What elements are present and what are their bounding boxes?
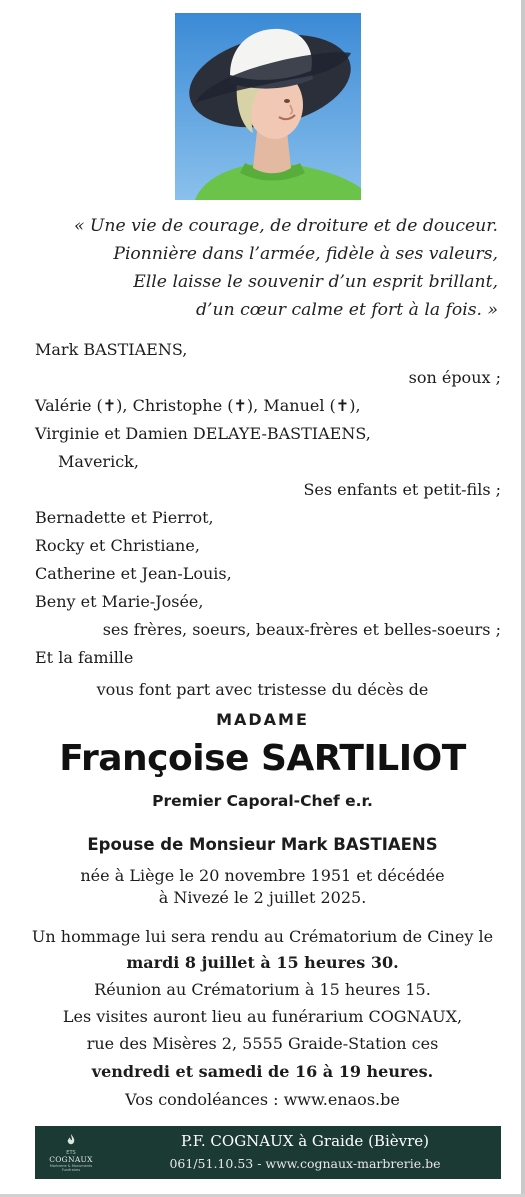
spouse-name: Mark BASTIAENS, <box>35 340 188 359</box>
visits-hours: vendredi et samedi de 16 à 19 heures. <box>91 1062 434 1081</box>
birth-details: née à Liège le 20 novembre 1951 et décédée <box>80 866 445 885</box>
funeral-home-contact: 061/51.10.53 - www.cognaux-marbrerie.be <box>169 1156 441 1171</box>
sibling-line: Beny et Marie-Josée, <box>35 592 204 611</box>
grandchild-name: Maverick, <box>58 452 139 471</box>
funeral-home-name: P.F. COGNAUX à Graide (Bièvre) <box>180 1132 429 1150</box>
funeral-home-logo <box>43 1132 99 1174</box>
quote-line: Elle laisse le souvenir d’un esprit brillant, <box>133 272 498 292</box>
sibling-line: Rocky et Christiane, <box>35 536 200 555</box>
flame-icon <box>64 1133 78 1147</box>
visits-line: Les visites auront lieu au funérarium COGNAUX, <box>62 1007 463 1026</box>
visits-address: rue des Misères 2, 5555 Graide-Station ces <box>86 1034 439 1053</box>
honorific-title: MADAME <box>216 710 309 729</box>
funeral-home-banner <box>35 1126 501 1179</box>
logo-ets: ETS <box>66 1150 76 1156</box>
spouse-role: son époux ; <box>408 368 501 387</box>
death-details: à Nivezé le 2 juillet 2025. <box>158 888 367 907</box>
condolences-line: Vos condoléances : www.enaos.be <box>125 1090 400 1109</box>
quote-line: d’un cœur calme et fort à la fois. » <box>196 300 498 320</box>
portrait-photo <box>175 13 361 200</box>
children-line-2: Virginie et Damien DELAYE-BASTIAENS, <box>35 424 371 443</box>
quote-line: Pionnière dans l’armée, fidèle à ses valeurs, <box>113 244 498 264</box>
sibling-line: Bernadette et Pierrot, <box>35 508 214 527</box>
military-rank: Premier Caporal-Chef e.r. <box>152 792 373 810</box>
ceremony-date: mardi 8 juillet à 15 heures 30. <box>126 953 399 972</box>
memorial-quote <box>40 212 498 324</box>
sibling-line: Catherine et Jean-Louis, <box>35 564 232 583</box>
children-role: Ses enfants et petit-fils ; <box>303 480 501 499</box>
ceremony-meeting: Réunion au Crématorium à 15 heures 15. <box>94 980 431 999</box>
siblings-role: ses frères, soeurs, beaux-frères et belles-soeurs ; <box>102 620 501 639</box>
announcement-intro: vous font part avec tristesse du décès de <box>96 680 429 699</box>
logo-text: COGNAUX <box>49 1155 93 1164</box>
logo-subtitle: Marbrerie & Monuments Funéraires <box>49 1164 93 1172</box>
ceremony-line: Un hommage lui sera rendu au Crématorium de Ciney le <box>31 927 494 946</box>
family-line: Et la famille <box>35 648 134 667</box>
portrait-illustration <box>175 13 361 200</box>
quote-line: « Une vie de courage, de droiture et de douceur. <box>73 216 498 236</box>
spouse-mention: Epouse de Monsieur Mark BASTIAENS <box>87 835 438 854</box>
children-line-1: Valérie (✝), Christophe (✝), Manuel (✝), <box>35 396 361 415</box>
deceased-name: Françoise SARTILIOT <box>59 738 466 779</box>
